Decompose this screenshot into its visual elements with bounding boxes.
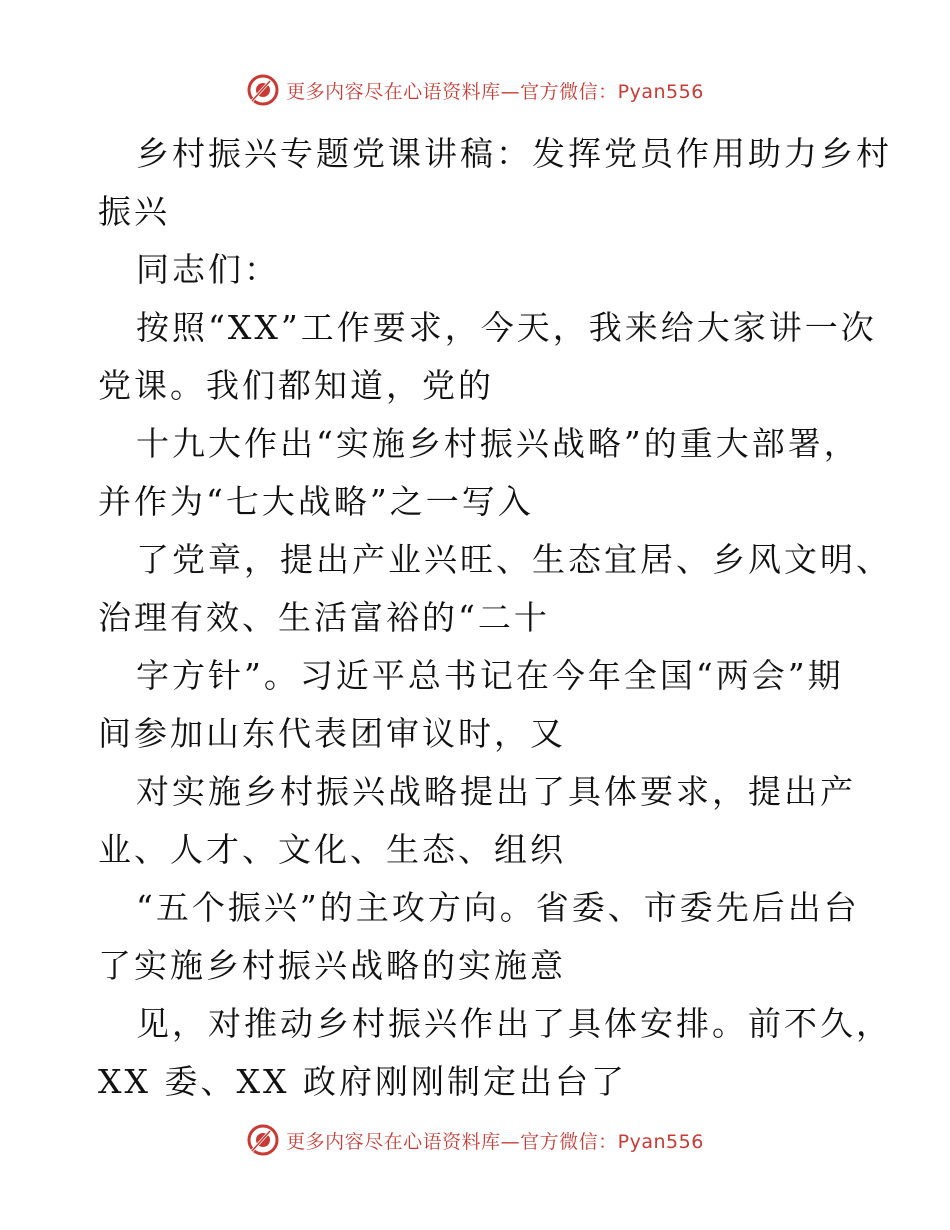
header-banner bbox=[0, 70, 950, 110]
doc-paragraph-line: 党课。我们都知道，党的 bbox=[98, 366, 494, 405]
header-banner-text: 更多内容尽在心语资料库—官方微信：Pyan556 bbox=[286, 80, 704, 103]
doc-paragraph-line: 字方针”。习近平总书记在今年全国“两会”期 bbox=[136, 656, 844, 695]
doc-paragraph-line: 了党章，提出产业兴旺、生态宜居、乡风文明、 bbox=[136, 540, 892, 579]
doc-paragraph-line: 业、人才、文化、生态、组织 bbox=[98, 830, 566, 869]
brand-logo-icon bbox=[246, 1123, 280, 1157]
doc-salutation: 同志们： bbox=[136, 250, 280, 289]
doc-title-line-2: 振兴 bbox=[98, 192, 170, 231]
doc-paragraph-line: 十九大作出“实施乡村振兴战略”的重大部署， bbox=[136, 424, 860, 463]
doc-paragraph-line: XX 委、XX 政府刚刚制定出台了 bbox=[98, 1062, 627, 1101]
doc-paragraph-line: 按照“XX”工作要求，今天，我来给大家讲一次 bbox=[136, 308, 877, 347]
brand-logo-icon bbox=[246, 73, 280, 107]
doc-paragraph-line: 了实施乡村振兴战略的实施意 bbox=[98, 946, 566, 985]
doc-paragraph-line: 并作为“七大战略”之一写入 bbox=[98, 482, 534, 521]
doc-paragraph-line: “五个振兴”的主攻方向。省委、市委先后出台 bbox=[136, 888, 860, 927]
doc-paragraph-line: 治理有效、生活富裕的“二十 bbox=[98, 598, 550, 637]
footer-banner bbox=[0, 1120, 950, 1160]
footer-banner-text: 更多内容尽在心语资料库—官方微信：Pyan556 bbox=[286, 1130, 704, 1153]
doc-paragraph-line: 间参加山东代表团审议时，又 bbox=[98, 714, 566, 753]
doc-title-line-1: 乡村振兴专题党课讲稿：发挥党员作用助力乡村 bbox=[136, 134, 892, 173]
doc-paragraph-line: 对实施乡村振兴战略提出了具体要求，提出产 bbox=[136, 772, 856, 811]
document-body bbox=[98, 125, 892, 1111]
doc-paragraph-line: 见，对推动乡村振兴作出了具体安排。前不久， bbox=[136, 1004, 892, 1043]
